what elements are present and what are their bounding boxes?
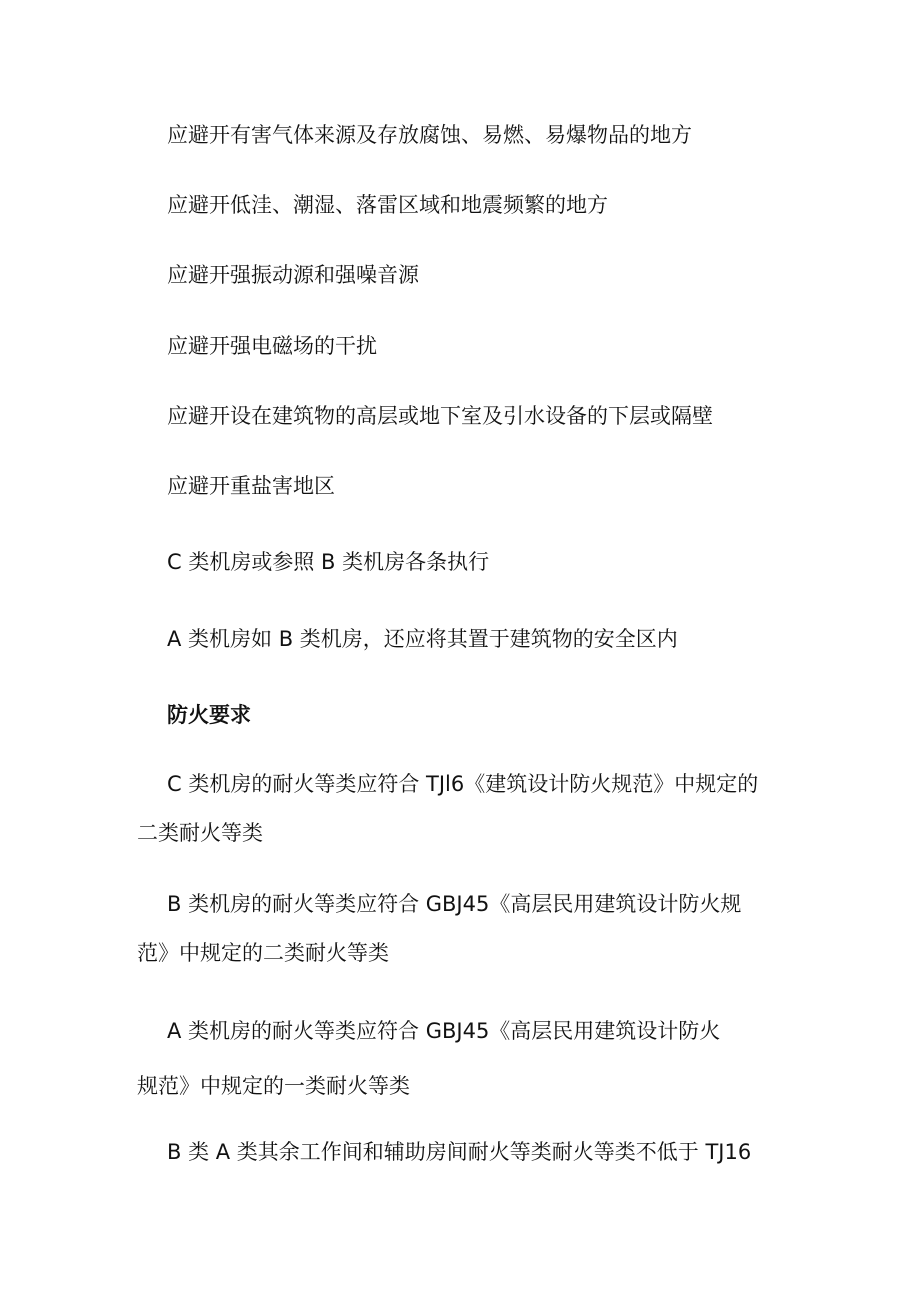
paragraph-line: 规范》中规定的一类耐火等类 <box>137 1074 410 1098</box>
site-requirement-item: 应避开设在建筑物的高层或地下室及引水设备的下层或隔壁 <box>167 404 713 428</box>
paragraph-line: C 类机房的耐火等类应符合 TJl6《建筑设计防火规范》中规定的 <box>167 772 759 796</box>
site-requirement-item: 应避开强电磁场的干扰 <box>167 334 377 358</box>
site-requirement-item: C 类机房或参照 B 类机房各条执行 <box>167 550 490 574</box>
paragraph-line: B 类 A 类其余工作间和辅助房间耐火等类耐火等类不低于 TJ16 <box>167 1140 752 1164</box>
site-requirement-item: A 类机房如 B 类机房，还应将其置于建筑物的安全区内 <box>167 627 678 651</box>
site-requirement-item: 应避开有害气体来源及存放腐蚀、易燃、易爆物品的地方 <box>167 123 692 147</box>
site-requirement-item: 应避开低洼、潮湿、落雷区域和地震频繁的地方 <box>167 193 608 217</box>
paragraph-line: B 类机房的耐火等类应符合 GBJ45《高层民用建筑设计防火规 <box>167 892 742 916</box>
site-requirement-item: 应避开强振动源和强噪音源 <box>167 263 419 287</box>
paragraph-line: A 类机房的耐火等类应符合 GBJ45《高层民用建筑设计防火 <box>167 1019 721 1043</box>
section-heading: 防火要求 <box>167 703 251 727</box>
site-requirement-item: 应避开重盐害地区 <box>167 474 335 498</box>
paragraph-line: 范》中规定的二类耐火等类 <box>137 941 389 965</box>
paragraph-line: 二类耐火等类 <box>137 821 263 845</box>
